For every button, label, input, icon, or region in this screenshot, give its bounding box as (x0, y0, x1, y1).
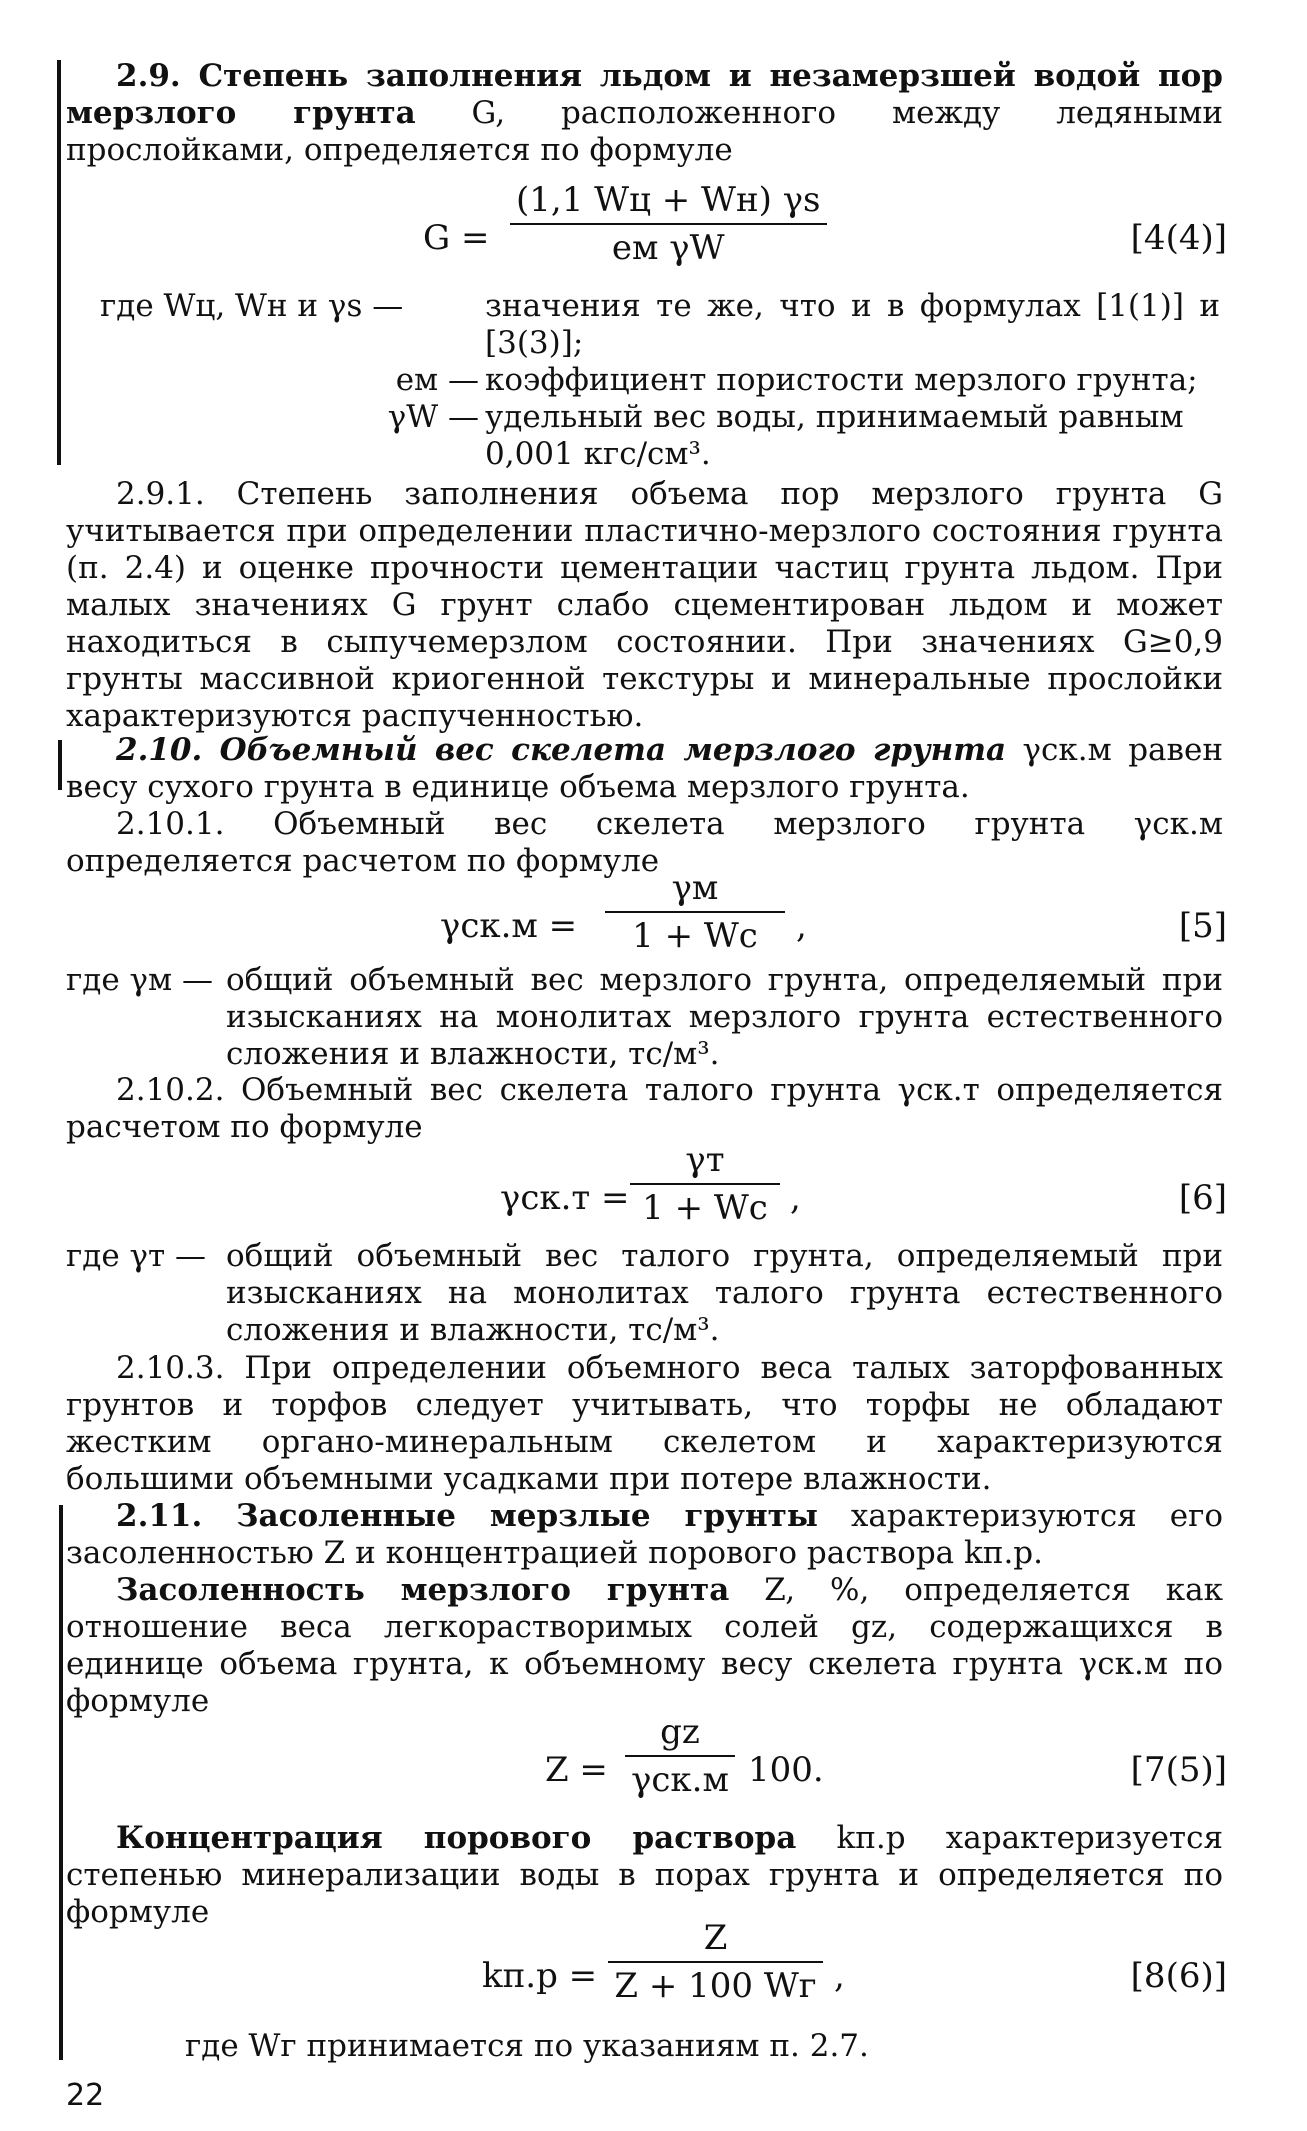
section-2-11-text: характеризуются его засоленностью Z и концентрацией порового раствора kп.р. (66, 1498, 1223, 1571)
section-2-10-2 (66, 1072, 1223, 1146)
formula-6-denominator: 1 + Wс (642, 1188, 768, 1228)
formula-6-lhs: γск.т = (500, 1178, 630, 1218)
section-2-10-text: γск.м равен весу сухого грунта в единице объема мерзлого грунта. (66, 732, 1223, 805)
section-2-9 (66, 58, 1223, 169)
formula-6-comma: , (790, 1178, 801, 1218)
formula-4 (0, 180, 1307, 300)
concentration-heading: Концентрация порового раствора (116, 1820, 797, 1856)
section-2-9-text: G, расположенного между ледяными прослойками, определяется по формуле (66, 95, 1223, 168)
formula-6-numerator: γт (685, 1140, 725, 1180)
formula-5-comma: , (796, 906, 807, 946)
formula-8-comma: , (834, 1956, 845, 1996)
formula-7-denominator: γск.м (631, 1760, 729, 1800)
formula-8-fraction-bar (608, 1961, 823, 1963)
section-2-11 (66, 1498, 1223, 1720)
legend-4-line3-label: γW — (387, 399, 479, 435)
margin-bar-2-10 (58, 740, 62, 790)
formula-6-tag: [6] (1178, 1178, 1227, 1218)
section-2-10-3 (66, 1350, 1223, 1498)
legend-4-line3-text: удельный вес воды, принимаемый равным 0,001 кгс/см³. (485, 399, 1184, 472)
formula-5-fraction (605, 868, 785, 956)
formula-7-fraction-bar (625, 1755, 735, 1757)
formula-8-denominator: Z + 100 Wг (614, 1966, 817, 2006)
formula-6-fraction-bar (630, 1183, 780, 1185)
formula-7-tag: [7(5)] (1130, 1750, 1227, 1790)
legend-5-text: общий объемный вес мерзлого грунта, определяемый при изысканиях на монолитах мерзлого грунта естественного сложения и влажности, тс/м³. (226, 962, 1223, 1072)
formula-4-lhs: G = (423, 218, 490, 258)
formula-7-numerator: gz (660, 1712, 700, 1752)
section-2-10 (66, 732, 1223, 806)
section-2-10-3-text: 2.10.3. При определении объемного веса талых заторфованных грунтов и торфов следует учитывать, что торфы не обладают жестким органо-минеральным скелетом и характеризуются большими объемными усадками при потере влажности. (66, 1350, 1223, 1497)
formula-6-fraction (630, 1140, 780, 1228)
section-2-10-1-text: 2.10.1. Объемный вес скелета мерзлого грунта γск.м определяется расчетом по формуле (66, 806, 1223, 879)
section-2-9-1 (66, 476, 1223, 735)
formula-5-tag: [5] (1178, 906, 1227, 946)
formula-4-legend (100, 288, 1220, 473)
formula-7 (0, 1712, 1307, 1832)
legend-4-line1-text: значения те же, что и в формулах [1(1)] и [3(3)]; (485, 288, 1220, 361)
formula-8-tag: [8(6)] (1130, 1956, 1227, 1996)
section-2-11-heading: 2.11. Засоленные мерзлые грунты (116, 1498, 818, 1534)
formula-5-numerator: γм (671, 868, 719, 908)
legend-6-text: общий объемный вес талого грунта, определяемый при изысканиях на монолитах талого грунта естественного сложения и влажности, тс/м³. (226, 1238, 1223, 1348)
section-2-9-heading: 2.9. Степень заполнения льдом и незамерзшей водой пор мерзлого грунта (66, 58, 1223, 131)
formula-5-lhs: γск.м = (440, 906, 578, 946)
legend-4-line2-text: коэффициент пористости мерзлого грунта; (485, 362, 1198, 398)
legend-5-label: где γм — (66, 962, 214, 998)
formula-4-numerator: (1,1 Wц + Wн) γs (516, 180, 821, 220)
legend-4-line2-label: eм — (395, 362, 479, 398)
section-2-10-heading: 2.10. Объемный вес скелета мерзлого грунта (116, 732, 1007, 768)
formula-7-fraction (625, 1712, 735, 1800)
section-2-11-salinity-text: Z, %, определяется как отношение веса легкорастворимых солей gz, содержащихся в единице объема грунта, к объемному весу скелета грунта γск.м по формуле (66, 1572, 1224, 1719)
formula-7-lhs: Z = (545, 1750, 608, 1790)
formula-4-denominator: eм γW (611, 228, 725, 268)
formula-8-legend (185, 2028, 1185, 2065)
formula-8-lhs: kп.р = (482, 1956, 598, 1996)
section-2-11-salinity-heading: Засоленность мерзлого грунта (116, 1572, 730, 1608)
formula-7-suffix: 100. (748, 1750, 824, 1790)
formula-8-fraction (608, 1918, 823, 2006)
section-2-11-concentration (66, 1820, 1223, 1931)
formula-8 (0, 1918, 1307, 2038)
formula-5-denominator: 1 + Wс (632, 916, 758, 956)
section-2-10-2-text: 2.10.2. Объемный вес скелета талого грунта γск.т определяется расчетом по формуле (66, 1072, 1223, 1145)
legend-8-text: где Wг принимается по указаниям п. 2.7. (185, 2028, 869, 2064)
formula-8-numerator: Z (703, 1918, 728, 1958)
concentration-text: kп.р характеризуется степенью минерализации воды в порах грунта и определяется по формуле (66, 1820, 1223, 1930)
formula-4-fraction-bar (510, 223, 827, 225)
legend-4-line1-label: где Wц, Wн и γs — (100, 288, 404, 324)
formula-4-fraction (510, 180, 827, 268)
section-2-9-1-text: 2.9.1. Степень заполнения объема пор мерзлого грунта G учитывается при определении пластично-мерзлого состояния грунта (п. 2.4) и оценке прочности цементации частиц грунта льдом. При малых значениях G грунт слабо сцементирован льдом и может находиться в сыпучемерзлом состоянии. При значениях G≥0,9 грунты массивной криогенной текстуры и минеральные прослойки характеризуются распученностью. (66, 476, 1223, 734)
formula-6-legend (66, 1238, 1223, 1349)
page-number: 22 (66, 2078, 105, 2113)
formula-4-tag: [4(4)] (1130, 218, 1227, 258)
formula-5-fraction-bar (605, 911, 785, 913)
formula-5-legend (66, 962, 1223, 1073)
legend-6-label: где γт — (66, 1238, 207, 1274)
